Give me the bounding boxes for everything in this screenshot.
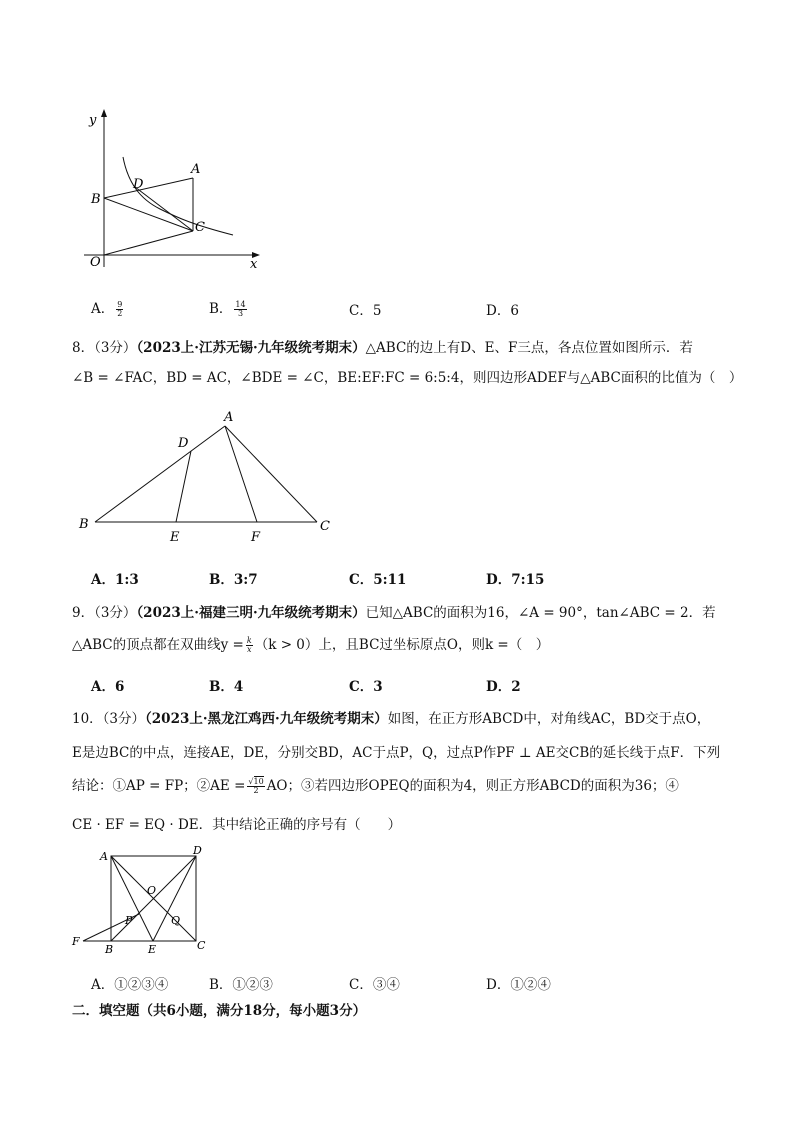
q10-source: （2023上·黑龙江鸡西·九年级统考期末）: [145, 711, 388, 727]
label-o: O: [90, 255, 101, 270]
section-2-heading: 二．填空题（共6小题，满分18分，每小题3分）: [72, 1003, 367, 1019]
segment-ba: [95, 426, 225, 522]
q8-option-c[interactable]: C．5:11: [349, 572, 407, 588]
label-e: E: [170, 530, 180, 545]
q7-option-b-fraction: $\frac{14}{3}$: [235, 300, 246, 318]
q10-stem-1: 如图，在正方形ABCD中，对角线AC，BD交于点O，: [387, 711, 711, 727]
q8-line-2: ∠B = ∠FAC，BD = AC，∠BDE = ∠C，BE:EF:FC = 6:5:4，则四边形ADEF与△ABC面积的比值为（ ）: [72, 370, 743, 386]
q7-option-a-fraction: $\frac{9}{2}$: [117, 300, 123, 318]
label-x: x: [250, 257, 258, 272]
q10-figure: [68, 842, 213, 957]
q10-line-4: CE · EF = EQ · DE．其中结论正确的序号有（ ）: [72, 817, 402, 833]
q9-source: （2023上·福建三明·九年级统考期末）: [136, 605, 366, 621]
q8-figure: [70, 405, 340, 545]
q7-option-c[interactable]: C．5: [349, 303, 382, 319]
q7-option-a[interactable]: [91, 297, 125, 318]
q9-option-c[interactable]: C．3: [349, 679, 383, 695]
q7-option-b[interactable]: [209, 297, 249, 318]
q9-stem-2-post: （k > 0）上，且BC过坐标原点O，则k =（ ）: [254, 637, 550, 653]
q9-option-d[interactable]: D．2: [486, 679, 521, 695]
segment-af: [225, 426, 257, 522]
label-d: D: [178, 436, 189, 451]
q7-figure: [70, 105, 270, 275]
label-d: D: [133, 177, 144, 192]
q9-fraction: $\frac{k}{x}$: [246, 636, 252, 654]
segment-dc: [135, 187, 193, 231]
q9-line-1: [72, 601, 716, 621]
label-b: B: [79, 517, 89, 532]
label-c: C: [195, 220, 205, 235]
label-c: C: [320, 519, 330, 534]
segment-bc: [104, 198, 193, 231]
q10-sqrt-fraction: $\frac{√10}{2}$: [248, 777, 264, 795]
segment-ba: [104, 178, 193, 198]
q8-source: （2023上·江苏无锡·九年级统考期末）: [136, 340, 366, 356]
q10-option-d[interactable]: D．①②④: [486, 977, 551, 993]
label-f: F: [72, 935, 80, 948]
label-e: E: [148, 943, 157, 956]
label-q: Q: [171, 914, 181, 927]
q9-option-b[interactable]: B．4: [209, 679, 244, 695]
q10-line-3: [72, 774, 679, 795]
q7-option-a-label: A．: [91, 301, 115, 317]
segment-de: [153, 856, 196, 941]
q10-option-a[interactable]: A．①②③④: [91, 977, 169, 993]
label-a: A: [100, 850, 108, 863]
label-b: B: [91, 192, 101, 207]
q8-line-1: [72, 336, 693, 356]
q9-stem-2-pre: △ABC的顶点都在双曲线y =: [72, 637, 244, 653]
q8-stem-1: △ABC的边上有D、E、F三点，各点位置如图所示．若: [365, 340, 693, 356]
q9-stem-1: 已知△ABC的面积为16，∠A = 90°，tan∠ABC = 2．若: [365, 605, 716, 621]
label-b: B: [105, 943, 114, 956]
q8-option-d[interactable]: D．7:15: [486, 572, 545, 588]
segment-ac: [225, 426, 317, 522]
q8-option-a[interactable]: A．1:3: [91, 572, 139, 588]
q10-stem-3-pre: 结论：①AP = FP；②AE =: [72, 778, 246, 794]
q9-number: 9．（3分）: [72, 605, 137, 621]
q10-option-b[interactable]: B．①②③: [209, 977, 273, 993]
label-c: C: [197, 939, 206, 952]
q10-line-1: [72, 707, 710, 727]
label-a: A: [224, 410, 234, 425]
q10-line-2: E是边BC的中点，连接AE，DE，分别交BD，AC于点P，Q，过点P作PF ⊥ AE交CB的延长线于点F．下列: [72, 745, 721, 761]
q9-option-a[interactable]: A．6: [91, 679, 125, 695]
q9-line-2: [72, 633, 549, 654]
hyperbola-curve: [123, 157, 233, 235]
label-f: F: [251, 530, 261, 545]
label-a: A: [191, 162, 201, 177]
q7-option-b-label: B．: [209, 301, 233, 317]
label-p: P: [125, 914, 133, 927]
q10-stem-3-post: AO；③若四边形OPEQ的面积为4，则正方形ABCD的面积为36；④: [266, 778, 679, 794]
label-o: O: [147, 884, 157, 897]
segment-de: [176, 451, 191, 522]
q10-number: 10．（3分）: [72, 711, 146, 727]
segment-ae: [111, 856, 153, 941]
label-y: y: [89, 113, 97, 128]
segment-oc: [104, 231, 193, 255]
q8-number: 8．（3分）: [72, 340, 137, 356]
label-d: D: [193, 844, 202, 857]
q10-option-c[interactable]: C．③④: [349, 977, 400, 993]
q7-option-d[interactable]: D．6: [486, 303, 519, 319]
y-axis-arrow: [101, 109, 107, 117]
q8-option-b[interactable]: B．3:7: [209, 572, 258, 588]
